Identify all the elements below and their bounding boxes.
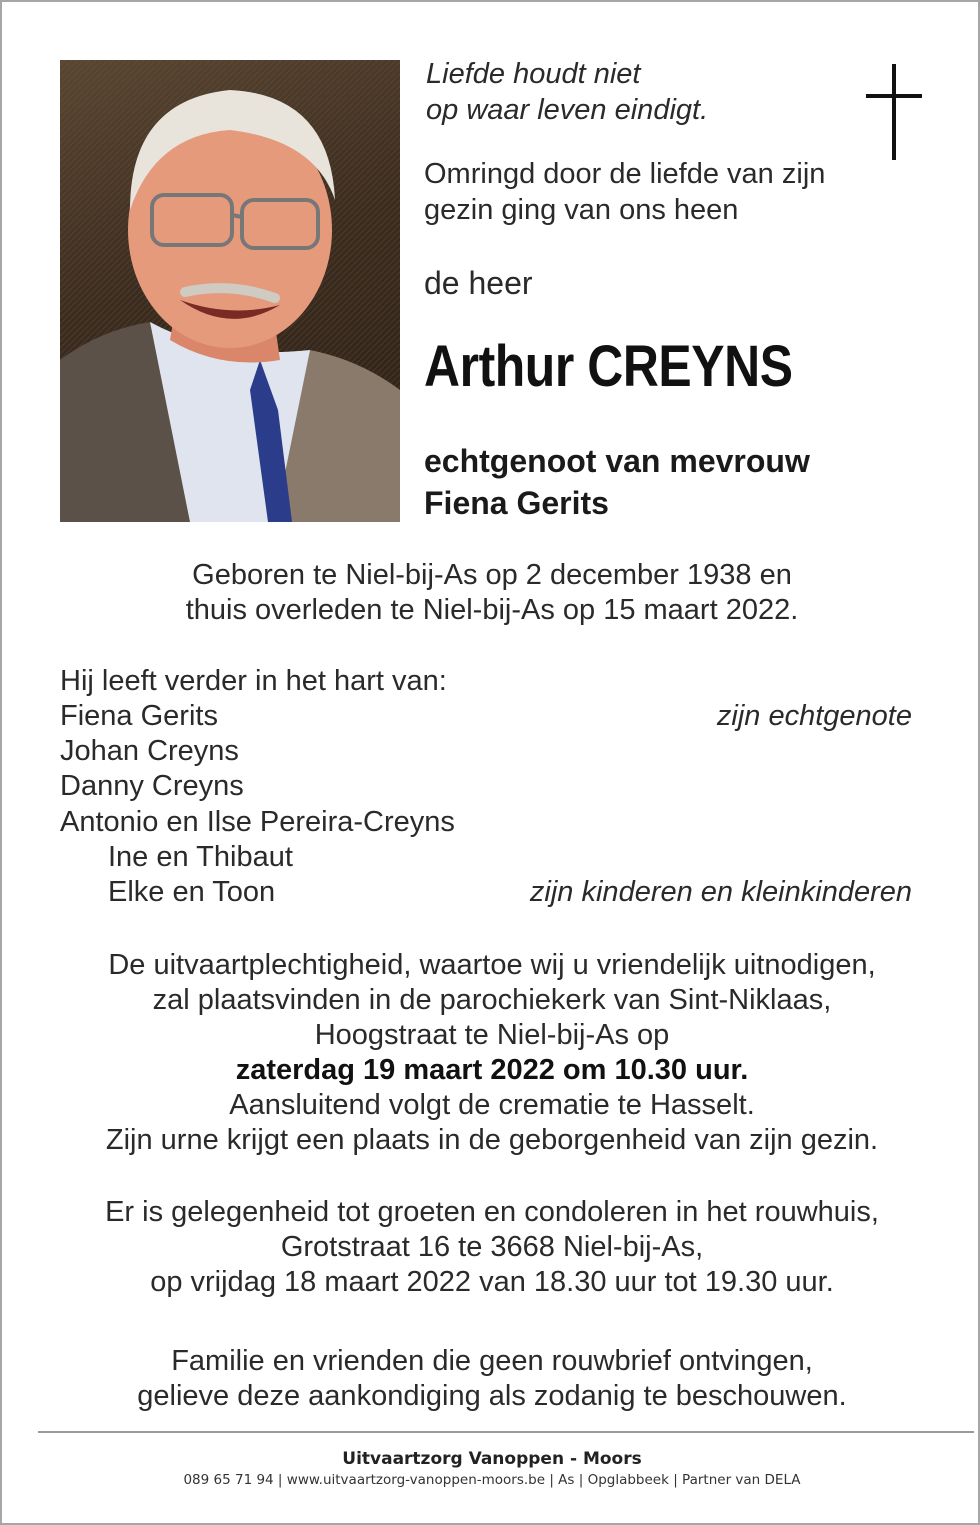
family-name: Antonio en Ilse Pereira-Creyns: [60, 806, 455, 838]
notice-line: Familie en vrienden die geen rouwbrief ontvingen,: [171, 1345, 813, 1377]
funeral-service-info: [32, 948, 952, 1158]
footer-divider: [38, 1431, 974, 1433]
portrait-photo: [60, 60, 400, 522]
family-name: Johan Creyns: [60, 735, 239, 767]
family-row: [60, 875, 916, 910]
family-intro: Hij leeft verder in het hart van:: [60, 665, 447, 697]
family-name: Elke en Toon: [108, 876, 276, 908]
notice-line: gelieve deze aankondiging als zodanig te beschouwen.: [137, 1380, 847, 1412]
born-line: thuis overleden te Niel-bij-As op 15 maart 2022.: [185, 594, 799, 626]
service-line: zal plaatsvinden in de parochiekerk van Sint-Niklaas,: [152, 984, 832, 1016]
intro-text: [424, 156, 825, 228]
service-line: Zijn urne krijgt een plaats in de geborgenheid van zijn gezin.: [105, 1124, 879, 1156]
service-line: De uitvaartplechtigheid, waartoe wij u vriendelijk uitnodigen,: [108, 949, 876, 981]
service-line: Hoogstraat te Niel-bij-As op: [314, 1019, 670, 1051]
birth-death-info: [32, 558, 952, 628]
quote-line: op waar leven eindigt.: [426, 94, 709, 126]
spouse-line: echtgenoot van mevrouw: [424, 443, 810, 479]
visit-line: op vrijdag 18 maart 2022 van 18.30 uur tot 19.30 uur.: [150, 1266, 834, 1298]
service-datetime: zaterdag 19 maart 2022 om 10.30 uur.: [235, 1054, 749, 1086]
visit-line: Grotstraat 16 te 3668 Niel-bij-As,: [280, 1231, 704, 1263]
intro-line: gezin ging van ons heen: [424, 194, 739, 226]
honorific: de heer: [424, 265, 533, 301]
visit-line: Er is gelegenheid tot groeten en condoleren in het rouwhuis,: [105, 1196, 879, 1228]
memorial-quote: [426, 56, 708, 128]
family-row: [60, 769, 916, 804]
funeral-home-contact: 089 65 71 94 | www.uitvaartzorg-vanoppen-moors.be | As | Opglabbeek | Partner van DELA: [183, 1472, 801, 1488]
family-relation: zijn kinderen en kleinkinderen: [529, 876, 912, 908]
family-row: [60, 734, 916, 769]
family-name: Danny Creyns: [60, 770, 244, 802]
spouse-line: Fiena Gerits: [424, 485, 609, 521]
notice-text: [32, 1344, 952, 1414]
born-line: Geboren te Niel-bij-As op 2 december 1938 en: [192, 559, 792, 591]
family-relation: zijn echtgenote: [716, 700, 912, 732]
family-row: [60, 840, 916, 875]
intro-line: Omringd door de liefde van zijn: [424, 158, 826, 190]
visitation-info: [32, 1195, 952, 1300]
deceased-name: Arthur CREYNS: [424, 334, 793, 399]
family-name: Fiena Gerits: [60, 700, 218, 732]
family-name: Ine en Thibaut: [108, 841, 293, 873]
family-row: [60, 805, 916, 840]
cross-icon: [866, 64, 924, 160]
funeral-home-name: Uitvaartzorg Vanoppen - Moors: [342, 1449, 642, 1469]
spouse-info: [424, 440, 810, 524]
family-row: [60, 699, 916, 734]
quote-line: Liefde houdt niet: [426, 58, 641, 90]
service-line: Aansluitend volgt de crematie te Hasselt.: [229, 1089, 755, 1121]
